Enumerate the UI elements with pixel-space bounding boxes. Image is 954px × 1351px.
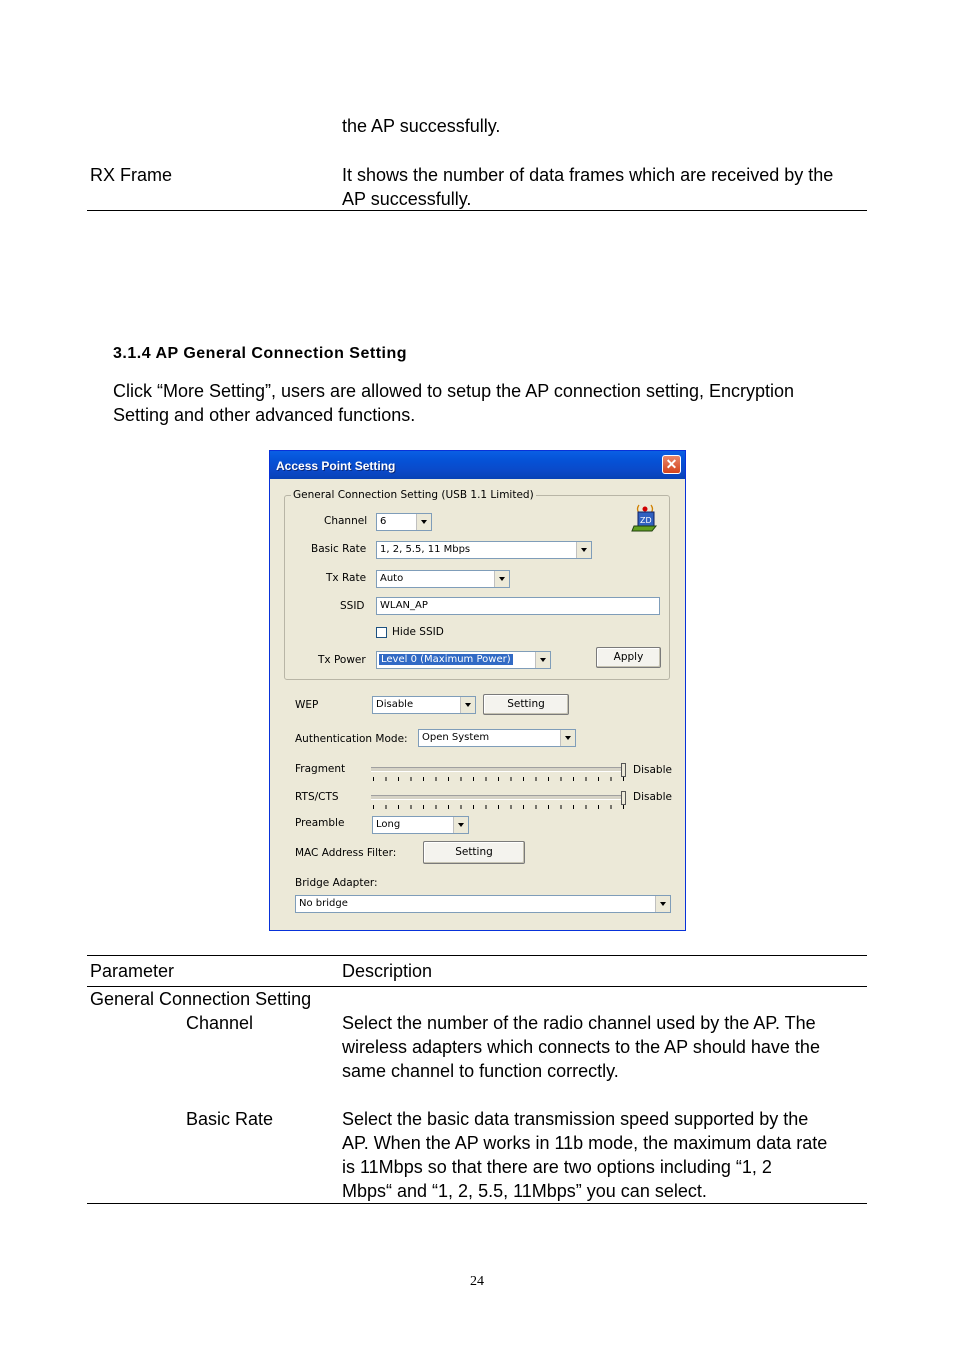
chevron-down-icon (576, 542, 591, 558)
bridge-adapter-select[interactable] (295, 895, 671, 913)
tx-rate-label: Tx Rate (326, 572, 367, 584)
tx-power-label: Tx Power (318, 654, 366, 666)
section-heading: 3.1.4 AP General Connection Setting (113, 345, 408, 362)
apply-button[interactable]: Apply (596, 647, 661, 668)
hide-ssid-label: Hide SSID (392, 626, 444, 638)
page-number: 24 (470, 1274, 484, 1289)
table-row-desc-line: AP. When the AP works in 11b mode, the maximum data rate (342, 1133, 828, 1153)
rts-cts-slider-track[interactable] (371, 795, 624, 800)
bridge-adapter-label: Bridge Adapter: (295, 877, 378, 889)
chevron-down-icon (655, 896, 670, 912)
preamble-label: Preamble (295, 817, 345, 829)
fragment-slider-thumb[interactable] (621, 763, 626, 777)
table-top-rule (87, 955, 867, 956)
rx-frame-desc-line1: It shows the number of data frames which are received by the (342, 165, 834, 185)
basic-rate-value: 1, 2, 5.5, 11 Mbps (380, 544, 471, 555)
wep-select[interactable] (372, 696, 476, 714)
rts-cts-slider-ticks (373, 805, 626, 809)
rx-frame-label: RX Frame (90, 165, 173, 185)
auth-mode-select[interactable] (418, 729, 576, 747)
wep-label: WEP (295, 699, 319, 711)
rx-frame-desc-line2: AP successfully. (342, 189, 472, 209)
table-row-param: Channel (186, 1013, 254, 1033)
ssid-input[interactable] (376, 597, 660, 615)
fragment-label: Fragment (295, 763, 346, 775)
table-bottom-rule (87, 1203, 867, 1204)
chevron-down-icon (416, 514, 431, 530)
tx-rate-select[interactable] (376, 570, 510, 588)
close-button[interactable] (662, 455, 681, 474)
table-group-label: General Connection Setting (90, 989, 312, 1009)
tx-rate-value: Auto (380, 573, 404, 584)
fragment-slider-ticks (373, 777, 626, 781)
channel-value: 6 (380, 516, 387, 527)
ssid-label: SSID (340, 600, 365, 612)
table-row-desc-line: Select the number of the radio channel used by the AP. The (342, 1013, 816, 1033)
basic-rate-label: Basic Rate (311, 543, 367, 555)
auth-mode-label: Authentication Mode: (295, 733, 408, 745)
rts-cts-value: Disable (633, 791, 672, 803)
continuation-text: the AP successfully. (342, 116, 501, 136)
dialog-title: Access Point Setting (276, 459, 396, 473)
ssid-value: WLAN_AP (380, 600, 428, 611)
auth-mode-value: Open System (422, 732, 490, 743)
intro-line1: Click “More Setting”, users are allowed to setup the AP connection setting, Encryption (113, 381, 795, 401)
chevron-down-icon (460, 697, 475, 713)
table-row-desc-line: Select the basic data transmission speed supported by the (342, 1109, 809, 1129)
group-title: General Connection Setting (USB 1.1 Limited) (293, 489, 534, 501)
access-point-icon (630, 499, 660, 533)
table-row-desc-line: Mbps“ and “1, 2, 5.5, 11Mbps” you can select. (342, 1181, 707, 1201)
table-row-desc-line: wireless adapters which connects to the AP should have the (342, 1037, 820, 1057)
preamble-select[interactable] (372, 816, 469, 834)
rts-cts-slider-thumb[interactable] (621, 791, 626, 805)
access-point-icon-text: ZD (640, 516, 652, 525)
table-row-desc-line: same channel to function correctly. (342, 1061, 619, 1081)
hide-ssid-checkbox[interactable] (376, 627, 387, 638)
channel-label: Channel (324, 515, 368, 527)
chevron-down-icon (560, 730, 575, 746)
table-header-parameter: Parameter (90, 961, 175, 981)
chevron-down-icon (535, 652, 550, 668)
intro-line2: Setting and other advanced functions. (113, 405, 416, 425)
mac-filter-setting-button[interactable]: Setting (423, 841, 525, 864)
table-header-description: Description (342, 961, 433, 981)
wep-setting-button[interactable]: Setting (483, 694, 569, 715)
chevron-down-icon (494, 571, 509, 587)
bridge-adapter-value: No bridge (299, 898, 348, 909)
table-row-desc-line: is 11Mbps so that there are two options including “1, 2 (342, 1157, 772, 1177)
basic-rate-select[interactable] (376, 541, 592, 559)
channel-select[interactable] (376, 513, 432, 531)
fragment-slider-track[interactable] (371, 767, 624, 772)
rts-cts-label: RTS/CTS (295, 791, 339, 803)
access-point-setting-dialog (269, 450, 686, 931)
fragment-value: Disable (633, 764, 672, 776)
table-bottom-rule (87, 210, 867, 211)
mac-filter-label: MAC Address Filter: (295, 847, 397, 859)
preamble-value: Long (376, 819, 401, 830)
dialog-titlebar[interactable] (270, 451, 685, 479)
close-icon: ✕ (665, 456, 678, 472)
table-row-param: Basic Rate (186, 1109, 274, 1129)
tx-power-value: Level 0 (Maximum Power) (381, 654, 511, 665)
chevron-down-icon (453, 817, 468, 833)
tx-power-select[interactable] (376, 651, 551, 669)
wep-value: Disable (376, 699, 414, 710)
